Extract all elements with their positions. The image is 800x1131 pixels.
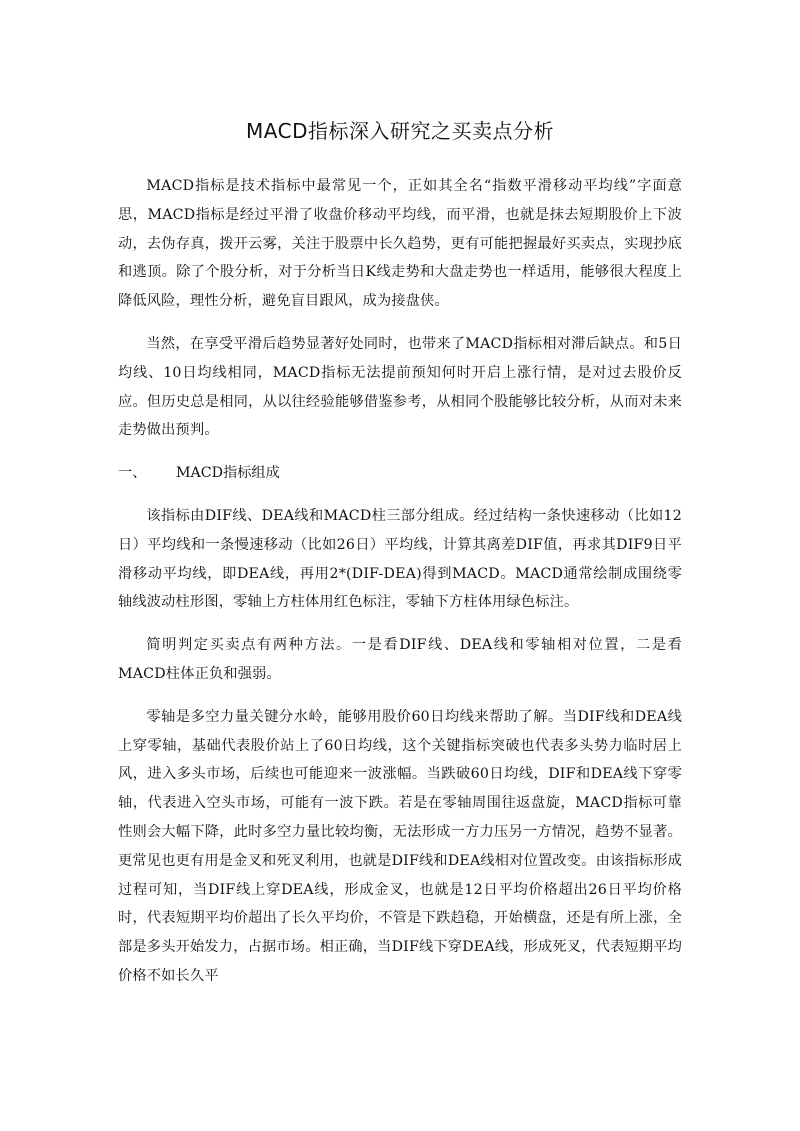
intro-paragraph-1: MACD指标是技术指标中最常见一个，正如其全名“指数平滑移动平均线”字面意思，MACD指标是经过平滑了收盘价移动平均线，而平滑，也就是抹去短期股价上下波动，去伪存真，拨开云雾，关注于股票中长久趋势，更有可能把握最好买卖点，实现抄底和逃顶。除了个股分析，对于分析当日K线走势和大盘走势也一样适用，能够很大程度上降低风险，理性分析，避免盲目跟风，成为接盘侠。 xyxy=(118,178,682,310)
section-number: 一、 xyxy=(118,465,147,482)
section-heading xyxy=(118,459,682,488)
section-paragraph-2: 简明判定买卖点有两种方法。一是看DIF线、DEA线和零轴相对位置，二是看MACD柱体正负和强弱。 xyxy=(118,637,682,682)
document-title: MACD指标深入研究之买卖点分析 xyxy=(246,119,554,143)
section-heading-text: MACD指标组成 xyxy=(176,465,280,482)
section-paragraph-1: 该指标由DIF线、DEA线和MACD柱三部分组成。经过结构一条快速移动（比如12日）平均线和一条慢速移动（比如26日）平均线，计算其离差DIF值，再求其DIF9日平滑移动平均线，即DEA线，再用2*(DIF-DEA)得到MACD。MACD通常绘制成围绕零轴线波动柱形图，零轴上方柱体用红色标注，零轴下方柱体用绿色标注。 xyxy=(118,507,682,611)
section-paragraph-3: 零轴是多空力量关键分水岭，能够用股价60日均线来帮助了解。当DIF线和DEA线上穿零轴，基础代表股价站上了60日均线，这个关键指标突破也代表多头势力临时居上风，进入多头市场，后续也可能迎来一波涨幅。当跌破60日均线，DIF和DEA线下穿零轴，代表进入空头市场，可能有一波下跌。若是在零轴周围往返盘旋，MACD指标可靠性则会大幅下降，此时多空力量比较均衡，无法形成一方力压另一方情况，趋势不显著。更常见也更有用是金叉和死叉利用，也就是DIF线和DEA线相对位置改变。由该指标形成过程可知，当DIF线上穿DEA线，形成金叉，也就是12日平均价格超出26日平均价格时，代表短期平均价超出了长久平均价，不管是下跌趋稳，开始横盘，还是有所上涨，全部是多头开始发力，占据市场。相正确，当DIF线下穿DEA线，形成死叉，代表短期平均价格不如长久平 xyxy=(118,708,682,984)
intro-paragraph-2: 当然，在享受平滑后趋势显著好处同时，也带来了MACD指标相对滞后缺点。和5日均线、10日均线相同，MACD指标无法提前预知何时开启上涨行情，是对过去股价反应。但历史总是相同，从以往经验能够借鉴参考，从相同个股能够比较分析，从而对未来走势做出预判。 xyxy=(118,335,682,439)
document-page xyxy=(118,118,682,1005)
